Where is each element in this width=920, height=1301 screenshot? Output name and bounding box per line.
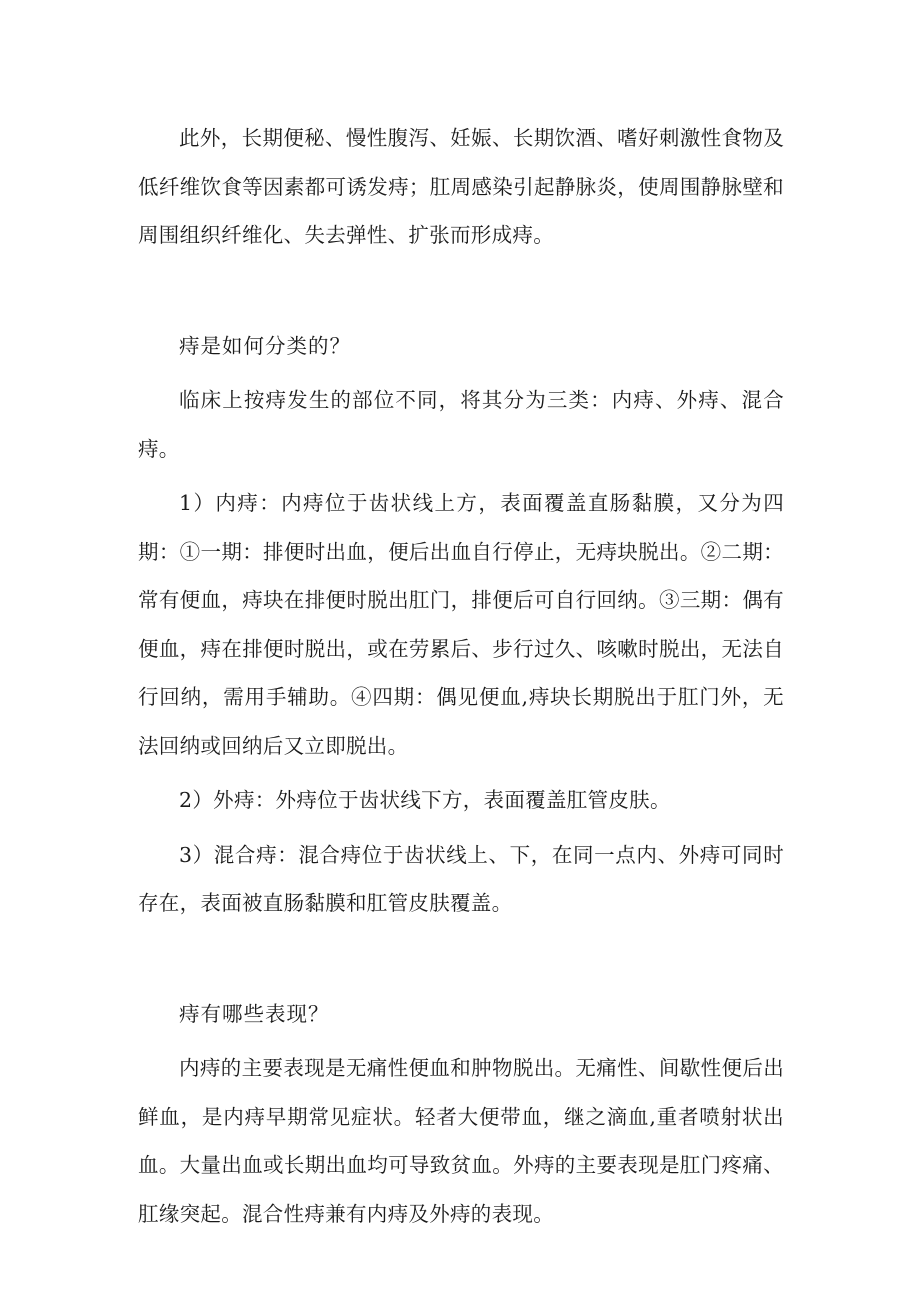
document-body	[138, 114, 784, 1238]
heading-symptoms-question: 痔有哪些表现？	[179, 1001, 330, 1026]
paragraph-causes: 此外，长期便秘、慢性腹泻、妊娠、长期饮酒、嗜好刺激性食物及低纤维饮食等因素都可诱发痔；肛周感染引起静脉炎，使周围静脉壁和周围组织纤维化、失去弹性、扩张而形成痔。	[138, 126, 784, 247]
paragraph-symptoms: 内痔的主要表现是无痛性便血和肿物脱出。无痛性、间歇性便后出鲜血，是内痔早期常见症状。轻者大便带血，继之滴血,重者喷射状出血。大量出血或长期出血均可导致贫血。外痔的主要表现是肛门疼痛、肛缘突起。混合性痔兼有内痔及外痔的表现。	[138, 1056, 784, 1226]
paragraph-internal-hemorrhoids: 1）内痔：内痔位于齿状线上方，表面覆盖直肠黏膜，又分为四期：①一期：排便时出血，便后出血自行停止，无痔块脱出。②二期：常有便血，痔块在排便时脱出肛门，排便后可自行回纳。③三期：偶有便血，痔在排便时脱出，或在劳累后、步行过久、咳嗽时脱出，无法自行回纳，需用手辅助。④四期：偶见便血,痔块长期脱出于肛门外，无法回纳或回纳后又立即脱出。	[138, 491, 784, 758]
paragraph-external-hemorrhoids: 2）外痔：外痔位于齿状线下方，表面覆盖肛管皮肤。	[179, 788, 671, 812]
paragraph-classification-intro: 临床上按痔发生的部位不同，将其分为三类：内痔、外痔、混合痔。	[138, 388, 784, 461]
heading-classification-question: 痔是如何分类的？	[179, 333, 351, 358]
paragraph-mixed-hemorrhoids: 3）混合痔：混合痔位于齿状线上、下，在同一点内、外痔可同时存在，表面被直肠黏膜和肛管皮肤覆盖。	[138, 842, 784, 915]
